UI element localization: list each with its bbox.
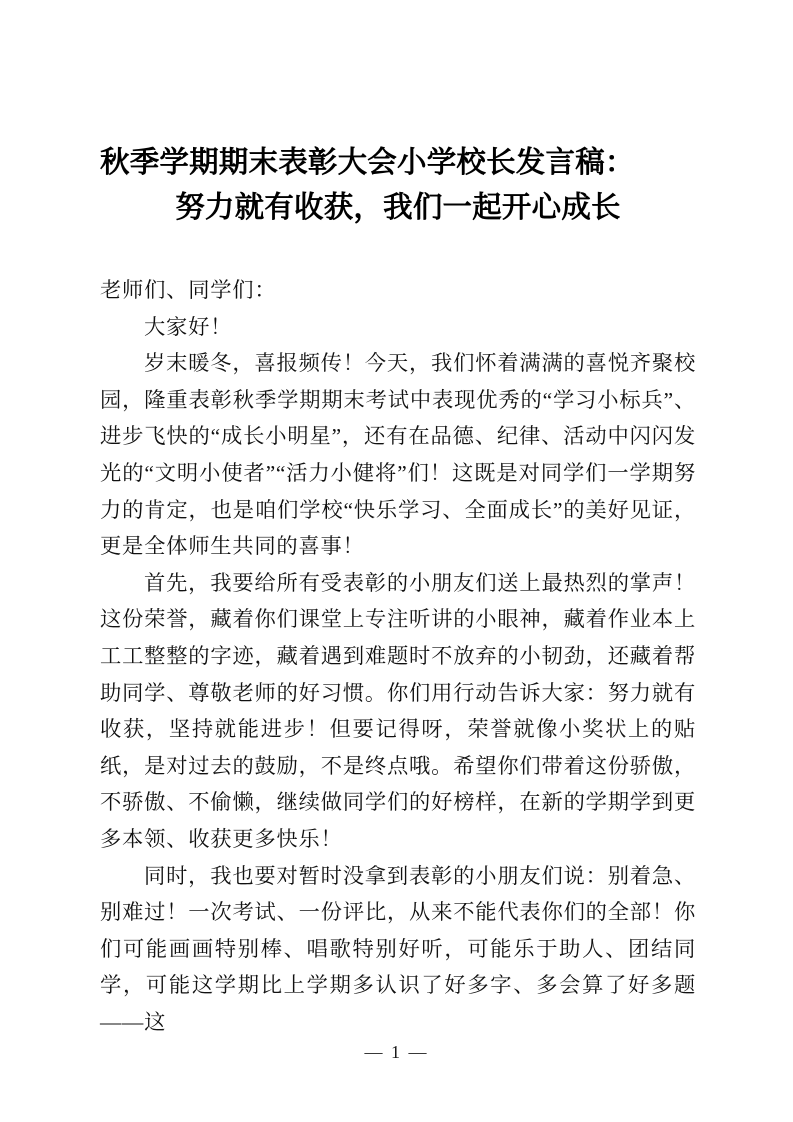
page-title-line-1: 秋季学期期末表彰大会小学校长发言稿： — [100, 146, 635, 179]
document-body — [100, 272, 696, 1040]
page-title-line-2: 努力就有收获，我们一起开心成长 — [175, 191, 621, 224]
page-title — [100, 140, 696, 230]
paragraph-encouragement: 同时，我也要对暂时没拿到表彰的小朋友们说：别着急、别难过！一次考试、一份评比，从来不能代表你们的全部！你们可能画画特别棒、唱歌特别好听，可能乐于助人、团结同学，可能这学期比上学期多认识了好多字、多会算了好多题——这 — [100, 863, 696, 1034]
paragraph-applause: 首先，我要给所有受表彰的小朋友们送上最热烈的掌声！这份荣誉，藏着你们课堂上专注听讲的小眼神，藏着作业本上工工整整的字迹，藏着遇到难题时不放弃的小韧劲，还藏着帮助同学、尊敬老师的好习惯。你们用行动告诉大家：努力就有收获，坚持就能进步！但要记得呀，荣誉就像小奖状上的贴纸，是对过去的鼓励，不是终点哦。希望你们带着这份骄傲，不骄傲、不偷懒，继续做同学们的好榜样，在新的学期学到更多本领、收获更多快乐！ — [100, 570, 696, 851]
page-number: — 1 — — [364, 1042, 429, 1062]
paragraph-salutation: 老师们、同学们： — [100, 278, 277, 302]
paragraph-greeting: 大家好！ — [144, 314, 233, 339]
paragraph-opening: 岁末暖冬，喜报频传！今天，我们怀着满满的喜悦齐聚校园，隆重表彰秋季学期期末考试中表现优秀的“学习小标兵”、进步飞快的“成长小明星”，还有在品德、纪律、活动中闪闪发光的“文明小使者”“活力小健将”们！这既是对同学们一学期努力的肯定，也是咱们学校“快乐学习、全面成长”的美好见证，更是全体师生共同的喜事！ — [100, 351, 696, 559]
